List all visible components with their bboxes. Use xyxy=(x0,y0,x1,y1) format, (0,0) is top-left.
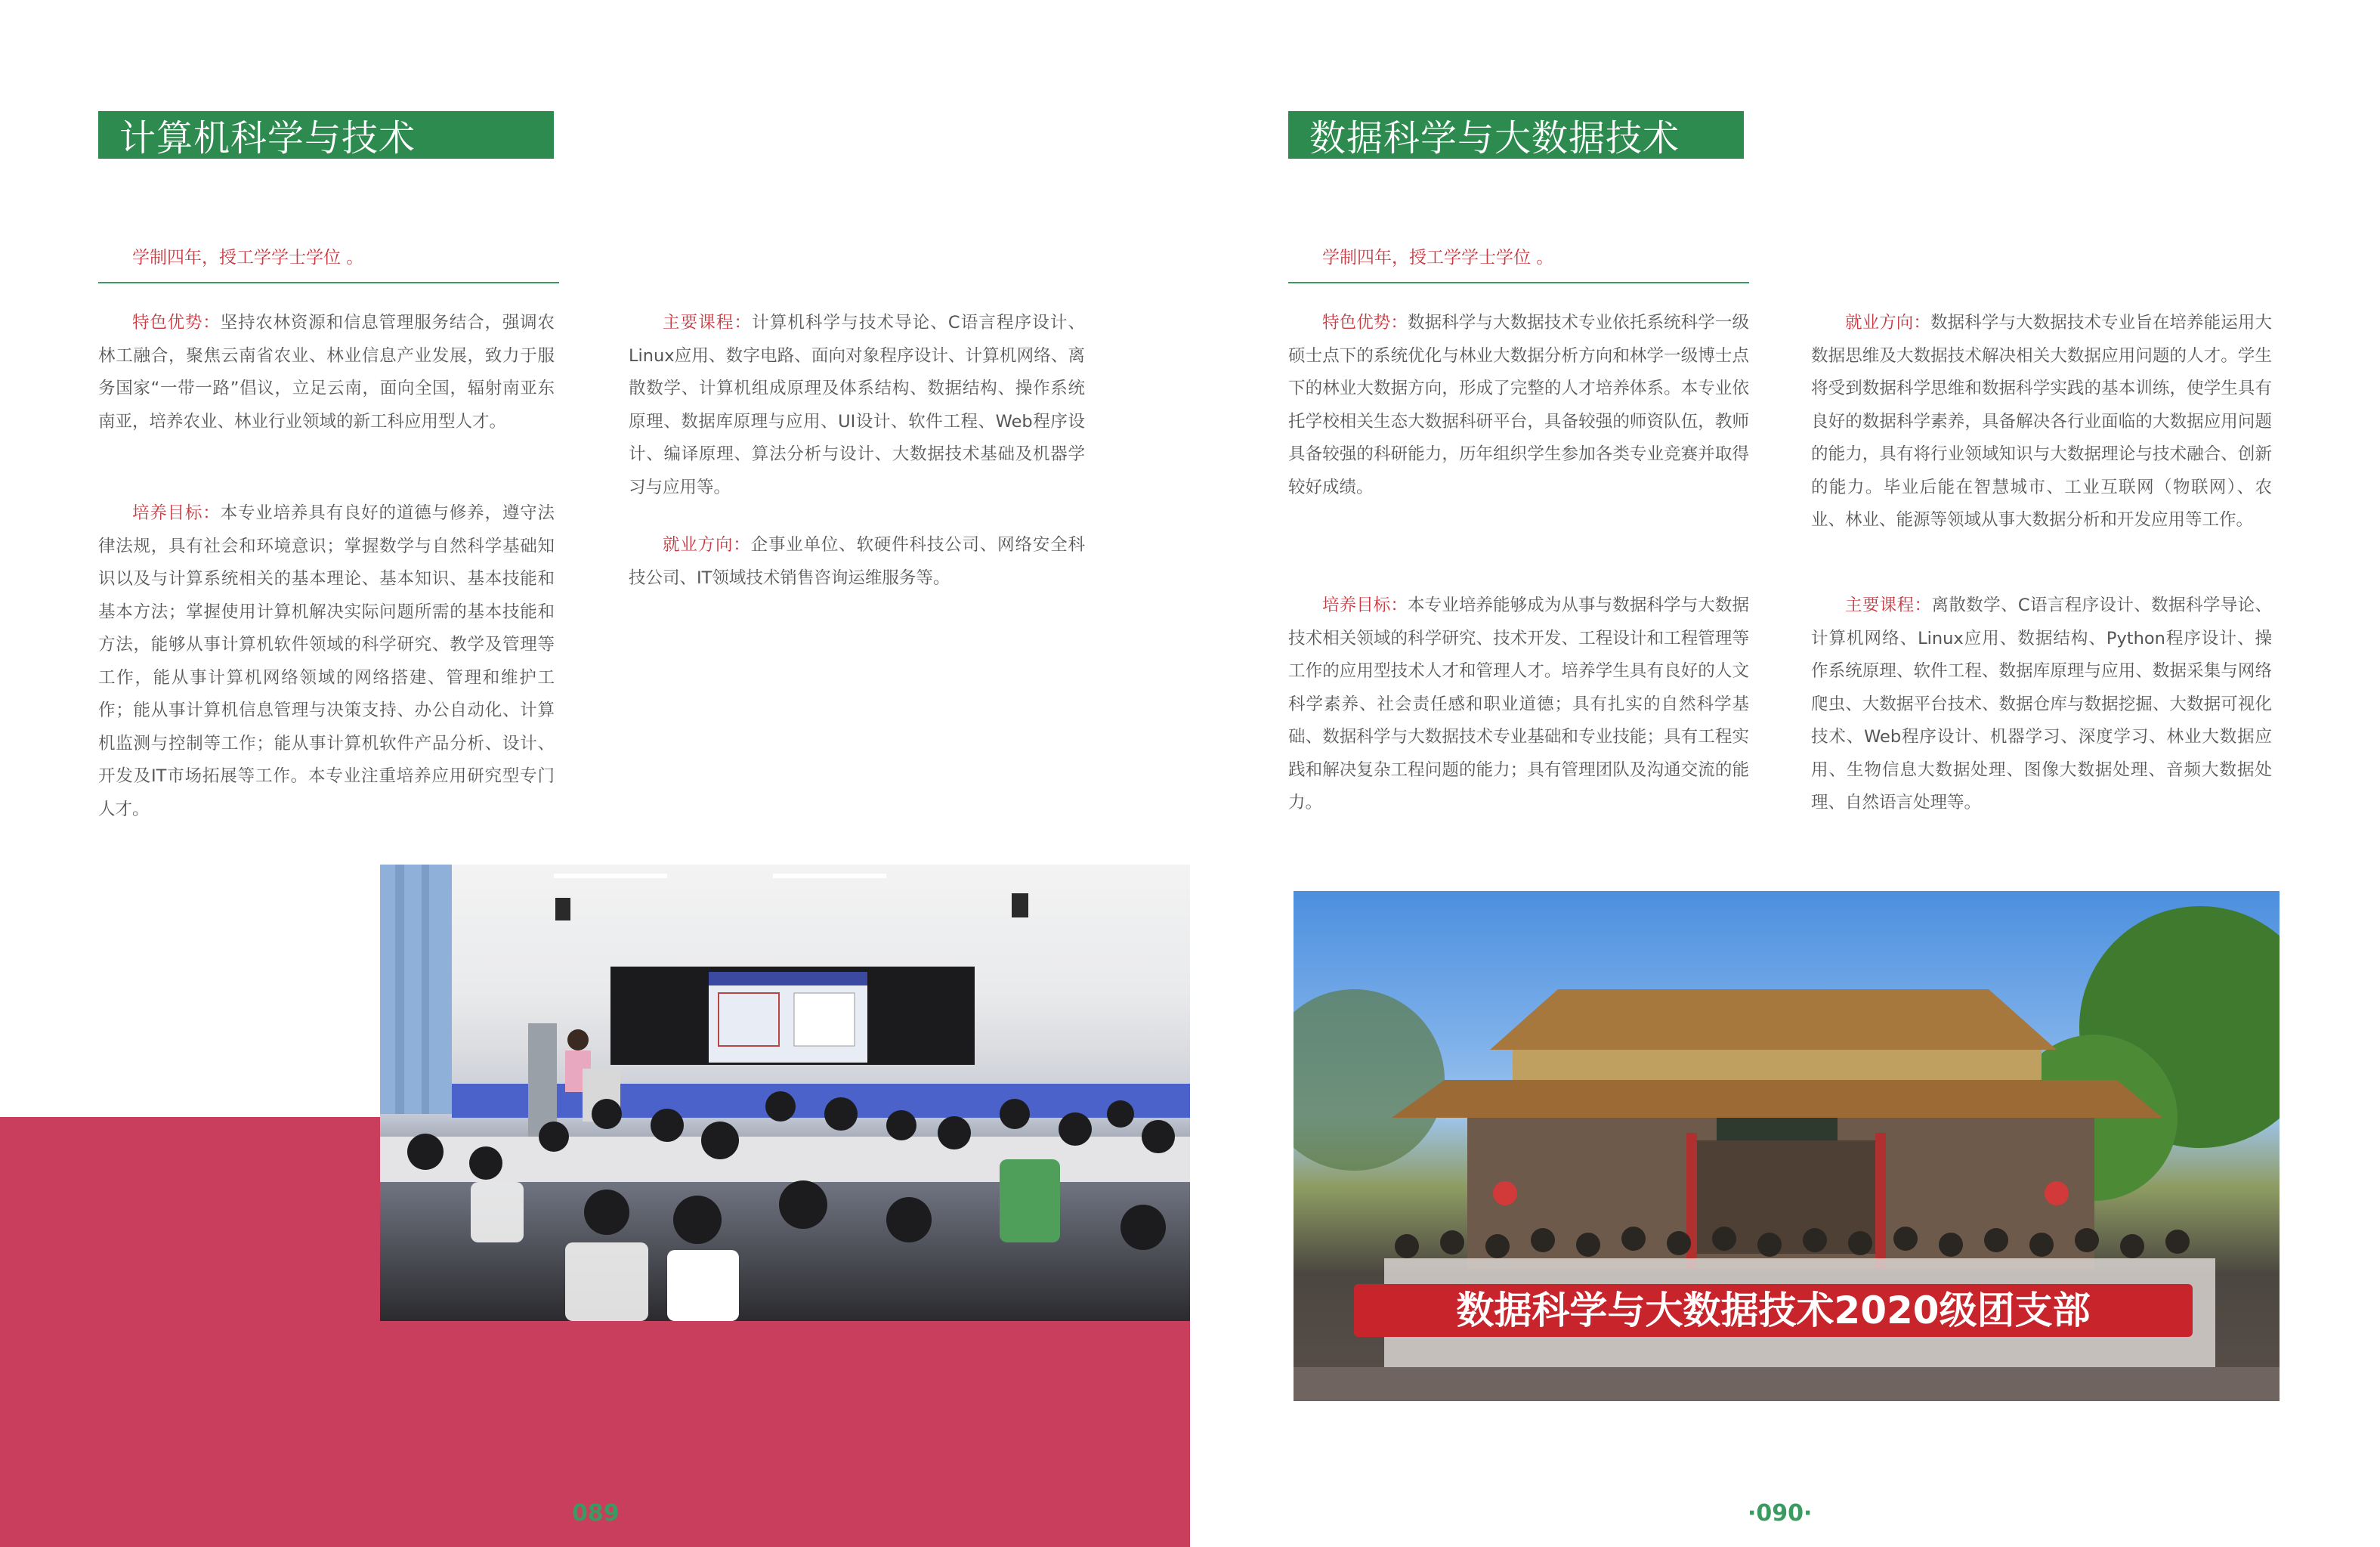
goal-section xyxy=(98,497,555,826)
page-number: ·090· xyxy=(1748,1500,1813,1527)
courses-text: 计算机科学与技术导论、C语言程序设计、Linux应用、数字电路、面向对象程序设计、计算机网络、离散数学、计算机组成原理及体系结构、数据结构、操作系统原理、数据库原理与应用、UI设计、软件工程、Web程序设计、编译原理、算法分析与设计、大数据技术基础及机器学习与应用等。 xyxy=(629,313,1085,497)
goal-text: 本专业培养能够成为从事与数据科学与大数据技术相关领域的科学研究、技术开发、工程设计和工程管理等工作的应用型技术人才和管理人才。培养学生具有良好的人文科学素养、社会责任感和职业道德；具有扎实的自然科学基础、数据科学与大数据技术专业基础和专业技能；具有工程实践和解决复杂工程问题的能力；具有管理团队及沟通交流的能力。 xyxy=(1288,596,1749,812)
jobs-label: 就业方向： xyxy=(663,535,751,555)
goal-label: 培养目标： xyxy=(1322,596,1408,615)
page-number: 089 xyxy=(572,1500,620,1527)
banner-text: 数据科学与大数据技术2020级团支部 xyxy=(1456,1289,2091,1332)
courses-label: 主要课程： xyxy=(1845,596,1932,615)
features-label: 特色优势： xyxy=(1322,313,1408,333)
jobs-label: 就业方向： xyxy=(1845,313,1931,333)
features-label: 特色优势： xyxy=(132,313,221,333)
goal-label: 培养目标： xyxy=(132,503,221,523)
jobs-section xyxy=(629,529,1085,595)
degree-info: 学制四年，授工学学士学位 。 xyxy=(132,248,364,268)
right-page xyxy=(1190,0,2380,1547)
features-text: 数据科学与大数据技术专业依托系统科学一级硕士点下的系统优化与林业大数据分析方向和林学一级博士点下的林业大数据方向，形成了完整的人才培养体系。本专业依托学校相关生态大数据科研平台，具备较强的师资队伍，教师具备较强的科研能力，历年组织学生参加各类专业竞赛并取得较好成绩。 xyxy=(1288,313,1749,497)
goal-text: 本专业培养具有良好的道德与修养，遵守法律法规，具有社会和环境意识；掌握数学与自然科学基础知识以及与计算系统相关的基本理论、基本知识、基本技能和基本方法；掌握使用计算机解决实际问题所需的基本技能和方法，能够从事计算机软件领域的科学研究、教学及管理等工作，能从事计算机网络领域的网络搭建、管理和维护工作；能从事计算机信息管理与决策支持、办公自动化、计算机监测与控制等工作；能从事计算机软件产品分析、设计、开发及IT市场拓展等工作。本专业注重培养应用研究型专门人才。 xyxy=(98,503,555,819)
features-section xyxy=(1288,307,1749,504)
courses-label: 主要课程： xyxy=(663,313,753,333)
divider xyxy=(98,282,559,283)
jobs-section xyxy=(1811,307,2272,537)
courses-section xyxy=(1811,589,2272,820)
courses-section xyxy=(629,307,1085,504)
page-title: 计算机科学与技术 xyxy=(98,111,554,159)
goal-section xyxy=(1288,589,1749,820)
courses-text: 离散数学、C语言程序设计、数据科学导论、计算机网络、Linux应用、数据结构、Python程序设计、操作系统原理、软件工程、数据库原理与应用、数据采集与网络爬虫、大数据平台技术、数据仓库与数据挖掘、大数据可视化技术、Web程序设计、机器学习、深度学习、林业大数据应用、生物信息大数据处理、图像大数据处理、音频大数据处理、自然语言处理等。 xyxy=(1811,596,2272,812)
group-photo xyxy=(1294,891,2280,1401)
page-title: 数据科学与大数据技术 xyxy=(1288,111,1744,159)
degree-info: 学制四年，授工学学士学位 。 xyxy=(1322,248,1554,268)
jobs-text: 数据科学与大数据技术专业旨在培养能运用大数据思维及大数据技术解决相关大数据应用问题的人才。学生将受到数据科学思维和数据科学实践的基本训练，使学生具有良好的数据科学素养，具备解决各行业面临的大数据应用问题的能力，具有将行业领域知识与大数据理论与技术融合、创新的能力。毕业后能在智慧城市、工业互联网（物联网）、农业、林业、能源等领域从事大数据分析和开发应用等工作。 xyxy=(1811,313,2272,530)
jobs-text: 企事业单位、软硬件科技公司、网络安全科技公司、IT领域技术销售咨询运维服务等。 xyxy=(629,535,1085,588)
features-text: 坚持农林资源和信息管理服务结合，强调农林工融合，聚焦云南省农业、林业信息产业发展，致力于服务国家“一带一路”倡议，立足云南，面向全国，辐射南亚东南亚，培养农业、林业行业领域的新工科应用型人才。 xyxy=(98,313,555,432)
classroom-photo xyxy=(380,865,1190,1321)
features-section xyxy=(98,307,555,438)
divider xyxy=(1288,282,1749,283)
